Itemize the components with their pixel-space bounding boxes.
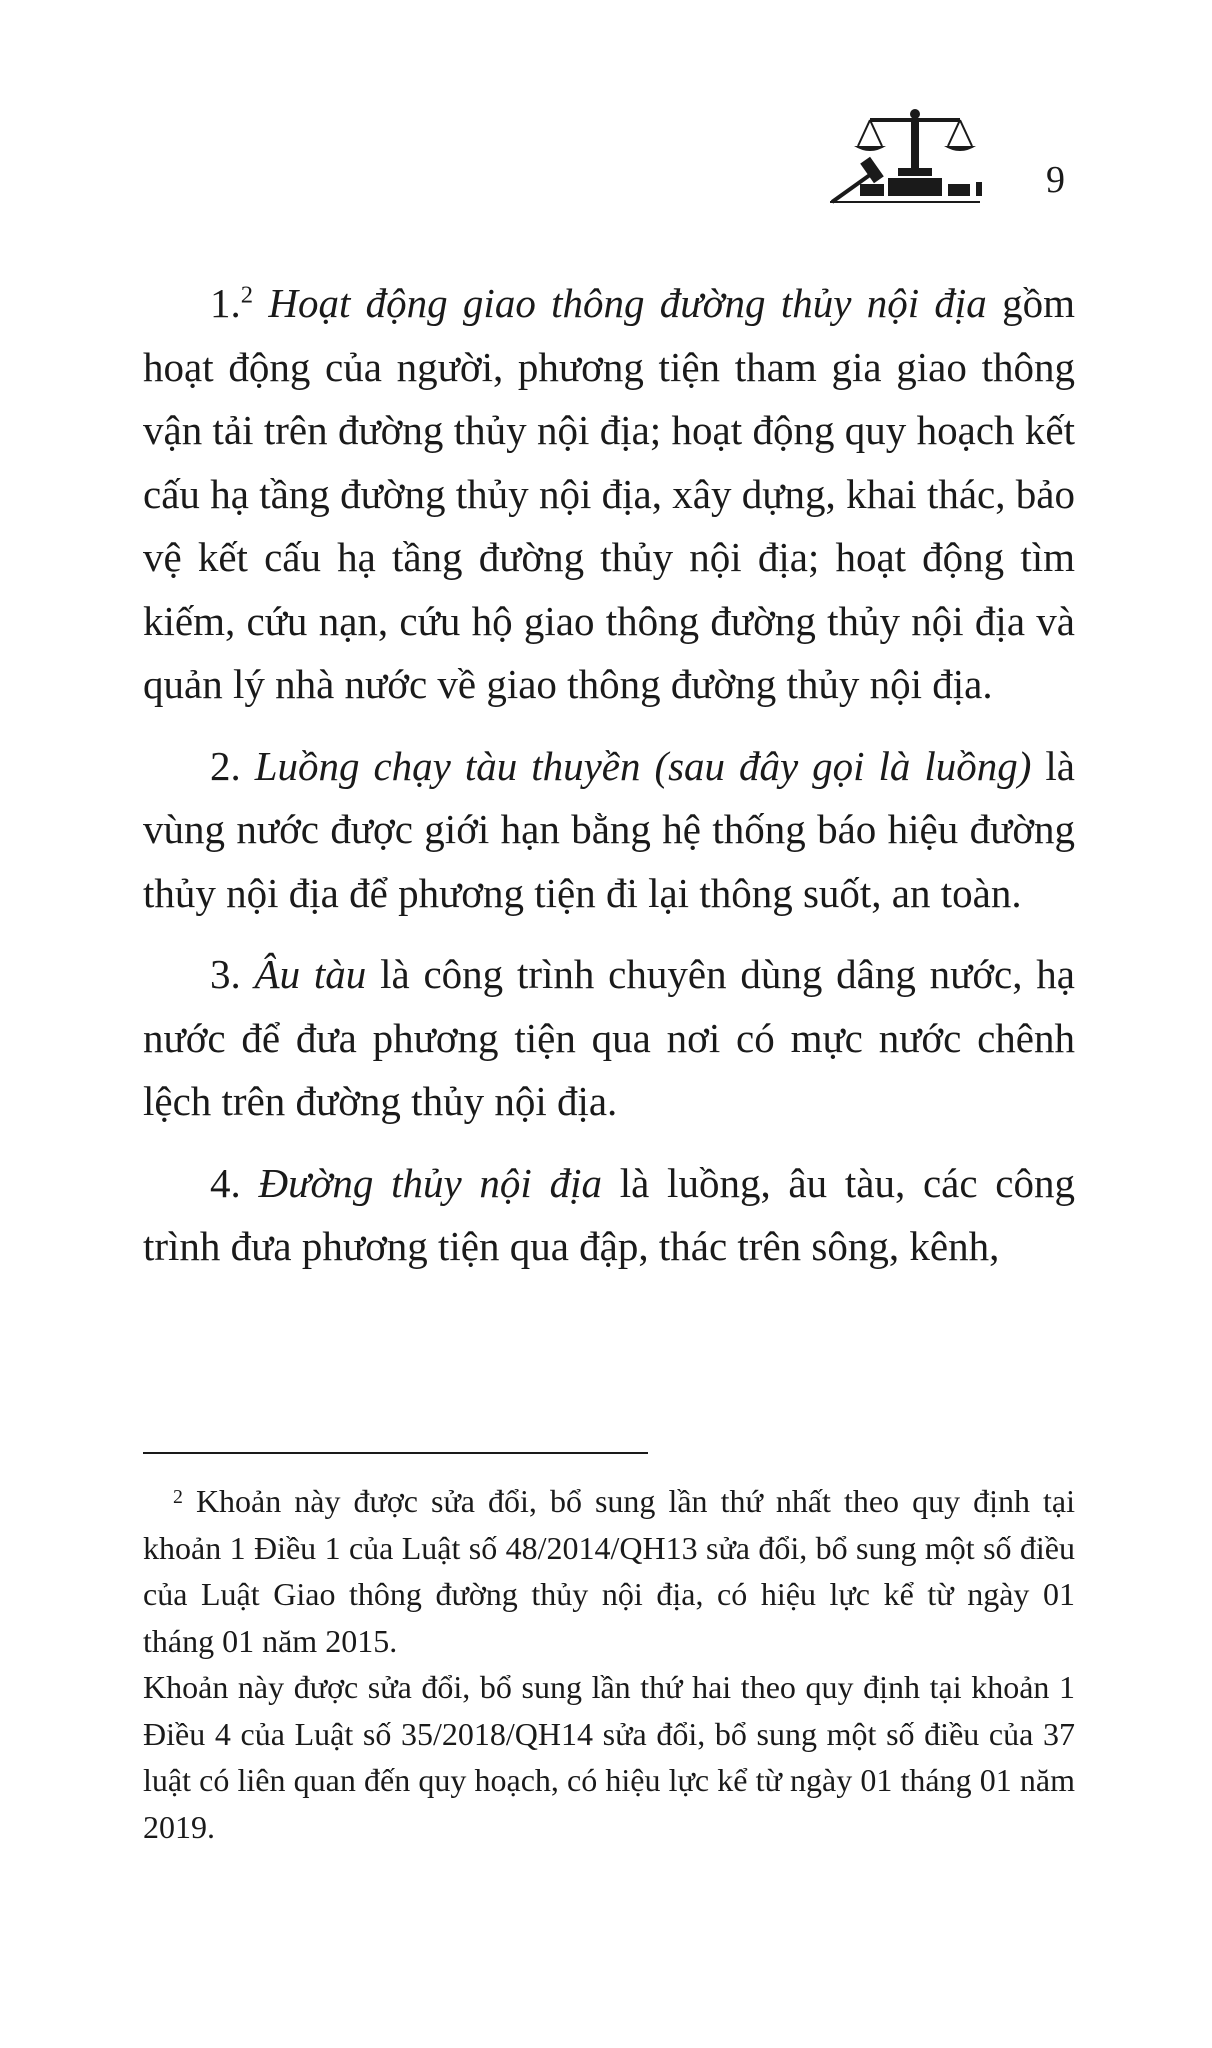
clause-2: [143, 735, 1075, 926]
clause-1: [143, 272, 1075, 717]
definition-text: là luồng, âu tàu, các công trình đưa phương tiện qua đập, thác trên sông, kênh,: [143, 1159, 1075, 1269]
footnote-2-continued: Khoản này được sửa đổi, bổ sung lần thứ hai theo quy định tại khoản 1 Điều 4 của Luật số 35/2018/QH14 sửa đổi, bổ sung một số điều của 37 luật có liên quan đến quy hoạch, có hiệu lực kể từ ngày 01 tháng 01 năm 2019.: [143, 1669, 1075, 1845]
footnote-reference[interactable]: 2: [240, 281, 254, 309]
scales-and-gavel-icon: [830, 98, 990, 208]
clause-number: 2.: [210, 742, 255, 789]
clause-number: 1.: [210, 280, 241, 326]
defined-term: Hoạt động giao thông đường thủy nội địa: [268, 280, 987, 326]
definition-text: gồm hoạt động của người, phương tiện tham gia giao thông vận tải trên đường thủy nội địa; hoạt động quy hoạch kết cấu hạ tầng đường thủy nội địa, xây dựng, khai thác, bảo vệ kết cấu hạ tầng đường thủy nội địa; hoạt động tìm kiếm, cứu nạn, cứu hộ giao thông đường thủy nội địa và quản lý nhà nước về giao thông đường thủy nội địa.: [143, 280, 1075, 707]
clause-number: 4.: [210, 1159, 259, 1206]
footnote-text: Khoản này được sửa đổi, bổ sung lần thứ nhất theo quy định tại khoản 1 Điều 1 của Luật số 48/2014/QH13 sửa đổi, bổ sung một số điều của Luật Giao thông đường thủy nội địa, có hiệu lực kể từ ngày 01 tháng 01 năm 2015.: [143, 1483, 1075, 1659]
body-text: [143, 272, 1075, 1279]
footnote-mark: 2: [173, 1486, 183, 1509]
clause-3: [143, 943, 1075, 1134]
clause-number: 3.: [210, 951, 255, 997]
defined-term: Luồng chạy tàu thuyền (sau đây gọi là luồng): [254, 742, 1032, 789]
defined-term: Âu tàu: [254, 951, 367, 997]
clause-4: [143, 1152, 1075, 1279]
definition-text: là vùng nước được giới hạn bằng hệ thống báo hiệu đường thủy nội địa để phương tiện đi lại thông suốt, an toàn.: [143, 742, 1076, 916]
footnote-divider: [143, 1452, 648, 1454]
definition-text: là công trình chuyên dùng dâng nước, hạ nước để đưa phương tiện qua nơi có mực nước chênh lệch trên đường thủy nội địa.: [143, 951, 1075, 1124]
defined-term: Đường thủy nội địa: [258, 1159, 602, 1206]
footnote-2: [143, 1478, 1075, 1664]
footnotes: [143, 1478, 1075, 1850]
page-number: 9: [1046, 159, 1065, 201]
